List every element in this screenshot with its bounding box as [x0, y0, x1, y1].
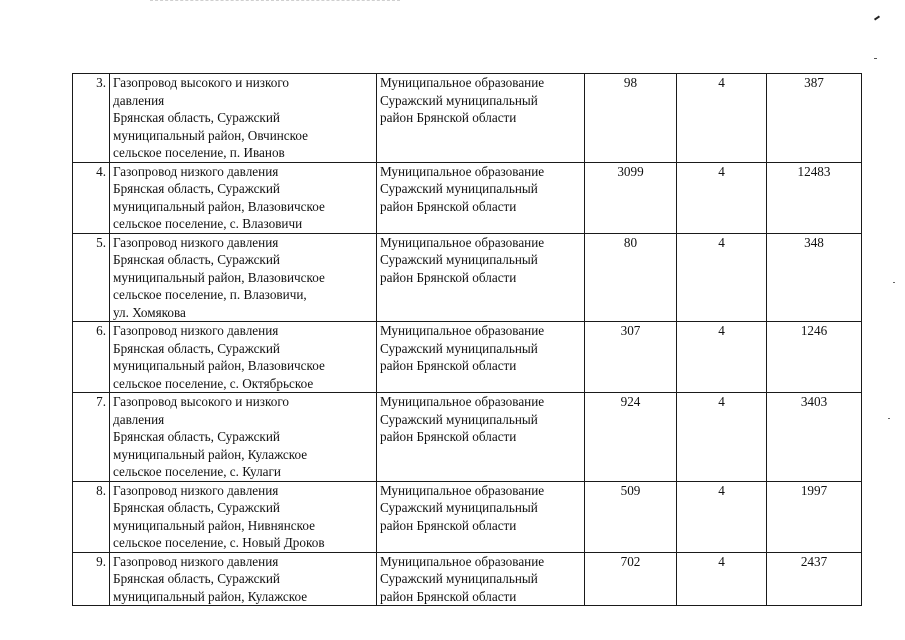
row-number-cell: 9. [73, 552, 110, 606]
row-number-cell: 5. [73, 233, 110, 322]
table-row [73, 74, 862, 163]
object-description-line: муниципальный район, Влазовичское [113, 269, 325, 285]
object-description-line: сельское поселение, с. Влазовичи [113, 216, 303, 231]
owner-line: Суражский муниципальный [380, 181, 538, 196]
object-description-line: Газопровод низкого давления [113, 482, 279, 498]
length-cell: 509 [585, 481, 677, 552]
area-cell: 348 [767, 233, 862, 322]
owner-line: район Брянской области [380, 110, 517, 125]
object-description-line: Газопровод низкого давления [113, 323, 279, 338]
owner-line: район Брянской области [380, 517, 517, 533]
owner-line: район Брянской области [380, 269, 517, 285]
row-number-cell: 8. [73, 481, 110, 552]
object-description-cell [110, 322, 377, 393]
owner-line: район Брянской области [380, 358, 517, 373]
pressure-class-cell: 4 [677, 74, 767, 163]
pressure-class-cell: 4 [677, 393, 767, 482]
owner-line: Суражский муниципальный [380, 411, 538, 427]
row-number-cell: 7. [73, 393, 110, 482]
owner-cell [377, 322, 585, 393]
object-description-line: Брянская область, Суражский [113, 340, 280, 356]
object-description-line: Брянская область, Суражский [113, 181, 280, 196]
object-description-line: сельское поселение, с. Кулаги [113, 464, 281, 479]
owner-line: Суражский муниципальный [380, 571, 538, 586]
object-description-line: муниципальный район, Кулажское [113, 446, 308, 462]
owner-line: район Брянской области [380, 198, 517, 214]
owner-cell [377, 481, 585, 552]
object-description-line: сельское поселение, с. Новый Дроков [113, 535, 325, 550]
gas-pipelines-table [72, 73, 862, 606]
pressure-class-cell: 4 [677, 481, 767, 552]
scan-artifact-mark [888, 418, 890, 419]
object-description-cell [110, 233, 377, 322]
object-description-line: Брянская область, Суражский [113, 429, 280, 444]
pressure-class-cell: 4 [677, 233, 767, 322]
length-cell: 98 [585, 74, 677, 163]
owner-line: Муниципальное образование [380, 323, 545, 338]
area-cell: 2437 [767, 552, 862, 606]
owner-line: Муниципальное образование [380, 163, 545, 179]
object-description-line: сельское поселение, с. Октябрьское [113, 375, 314, 391]
object-description-cell [110, 162, 377, 233]
owner-cell [377, 74, 585, 163]
scan-artifact-line [150, 0, 400, 1]
owner-cell [377, 233, 585, 322]
object-description-line: муниципальный район, Влазовичское [113, 198, 325, 214]
owner-cell [377, 162, 585, 233]
pressure-class-cell: 4 [677, 322, 767, 393]
table-row [73, 552, 862, 606]
owner-line: Суражский муниципальный [380, 252, 538, 267]
object-description-line: муниципальный район, Нивнянское [113, 517, 315, 533]
object-description-cell [110, 552, 377, 606]
length-cell: 80 [585, 233, 677, 322]
owner-line: Суражский муниципальный [380, 92, 538, 108]
object-description-line: сельское поселение, п. Иванов [113, 145, 285, 160]
area-cell: 12483 [767, 162, 862, 233]
pressure-class-cell: 4 [677, 162, 767, 233]
object-description-line: давления [113, 411, 165, 427]
area-cell: 1246 [767, 322, 862, 393]
area-cell: 1997 [767, 481, 862, 552]
row-number-cell: 3. [73, 74, 110, 163]
object-description-line: ул. Хомякова [113, 304, 186, 320]
length-cell: 307 [585, 322, 677, 393]
owner-line: Муниципальное образование [380, 234, 545, 250]
table-body [73, 74, 862, 606]
object-description-line: Газопровод высокого и низкого [113, 75, 289, 90]
table-row [73, 481, 862, 552]
object-description-line: давления [113, 92, 165, 108]
scan-artifact-mark [893, 282, 895, 283]
table-row [73, 322, 862, 393]
owner-line: район Брянской области [380, 588, 517, 604]
object-description-cell [110, 481, 377, 552]
scan-artifact-mark [874, 58, 877, 59]
row-number-cell: 6. [73, 322, 110, 393]
owner-line: Муниципальное образование [380, 394, 545, 409]
object-description-line: Газопровод высокого и низкого [113, 394, 289, 409]
owner-line: район Брянской области [380, 429, 517, 444]
area-cell: 3403 [767, 393, 862, 482]
object-description-cell [110, 74, 377, 163]
object-description-line: сельское поселение, п. Влазовичи, [113, 287, 307, 302]
object-description-line: муниципальный район, Овчинское [113, 127, 309, 143]
table-row [73, 233, 862, 322]
owner-line: Суражский муниципальный [380, 500, 538, 515]
object-description-line: муниципальный район, Кулажское [113, 588, 308, 604]
owner-line: Муниципальное образование [380, 75, 545, 90]
area-cell: 387 [767, 74, 862, 163]
owner-line: Муниципальное образование [380, 553, 545, 569]
owner-line: Суражский муниципальный [380, 340, 538, 356]
object-description-line: Газопровод низкого давления [113, 553, 279, 569]
object-description-line: Брянская область, Суражский [113, 571, 280, 586]
owner-line: Муниципальное образование [380, 482, 545, 498]
length-cell: 702 [585, 552, 677, 606]
scan-artifact-mark [874, 15, 880, 20]
object-description-line: Газопровод низкого давления [113, 234, 279, 250]
table-row [73, 393, 862, 482]
object-description-cell [110, 393, 377, 482]
object-description-line: Брянская область, Суражский [113, 110, 280, 125]
length-cell: 3099 [585, 162, 677, 233]
length-cell: 924 [585, 393, 677, 482]
pressure-class-cell: 4 [677, 552, 767, 606]
object-description-line: Брянская область, Суражский [113, 500, 280, 515]
row-number-cell: 4. [73, 162, 110, 233]
owner-cell [377, 552, 585, 606]
table-row [73, 162, 862, 233]
object-description-line: муниципальный район, Влазовичское [113, 358, 325, 373]
object-description-line: Брянская область, Суражский [113, 252, 280, 267]
object-description-line: Газопровод низкого давления [113, 163, 279, 179]
owner-cell [377, 393, 585, 482]
